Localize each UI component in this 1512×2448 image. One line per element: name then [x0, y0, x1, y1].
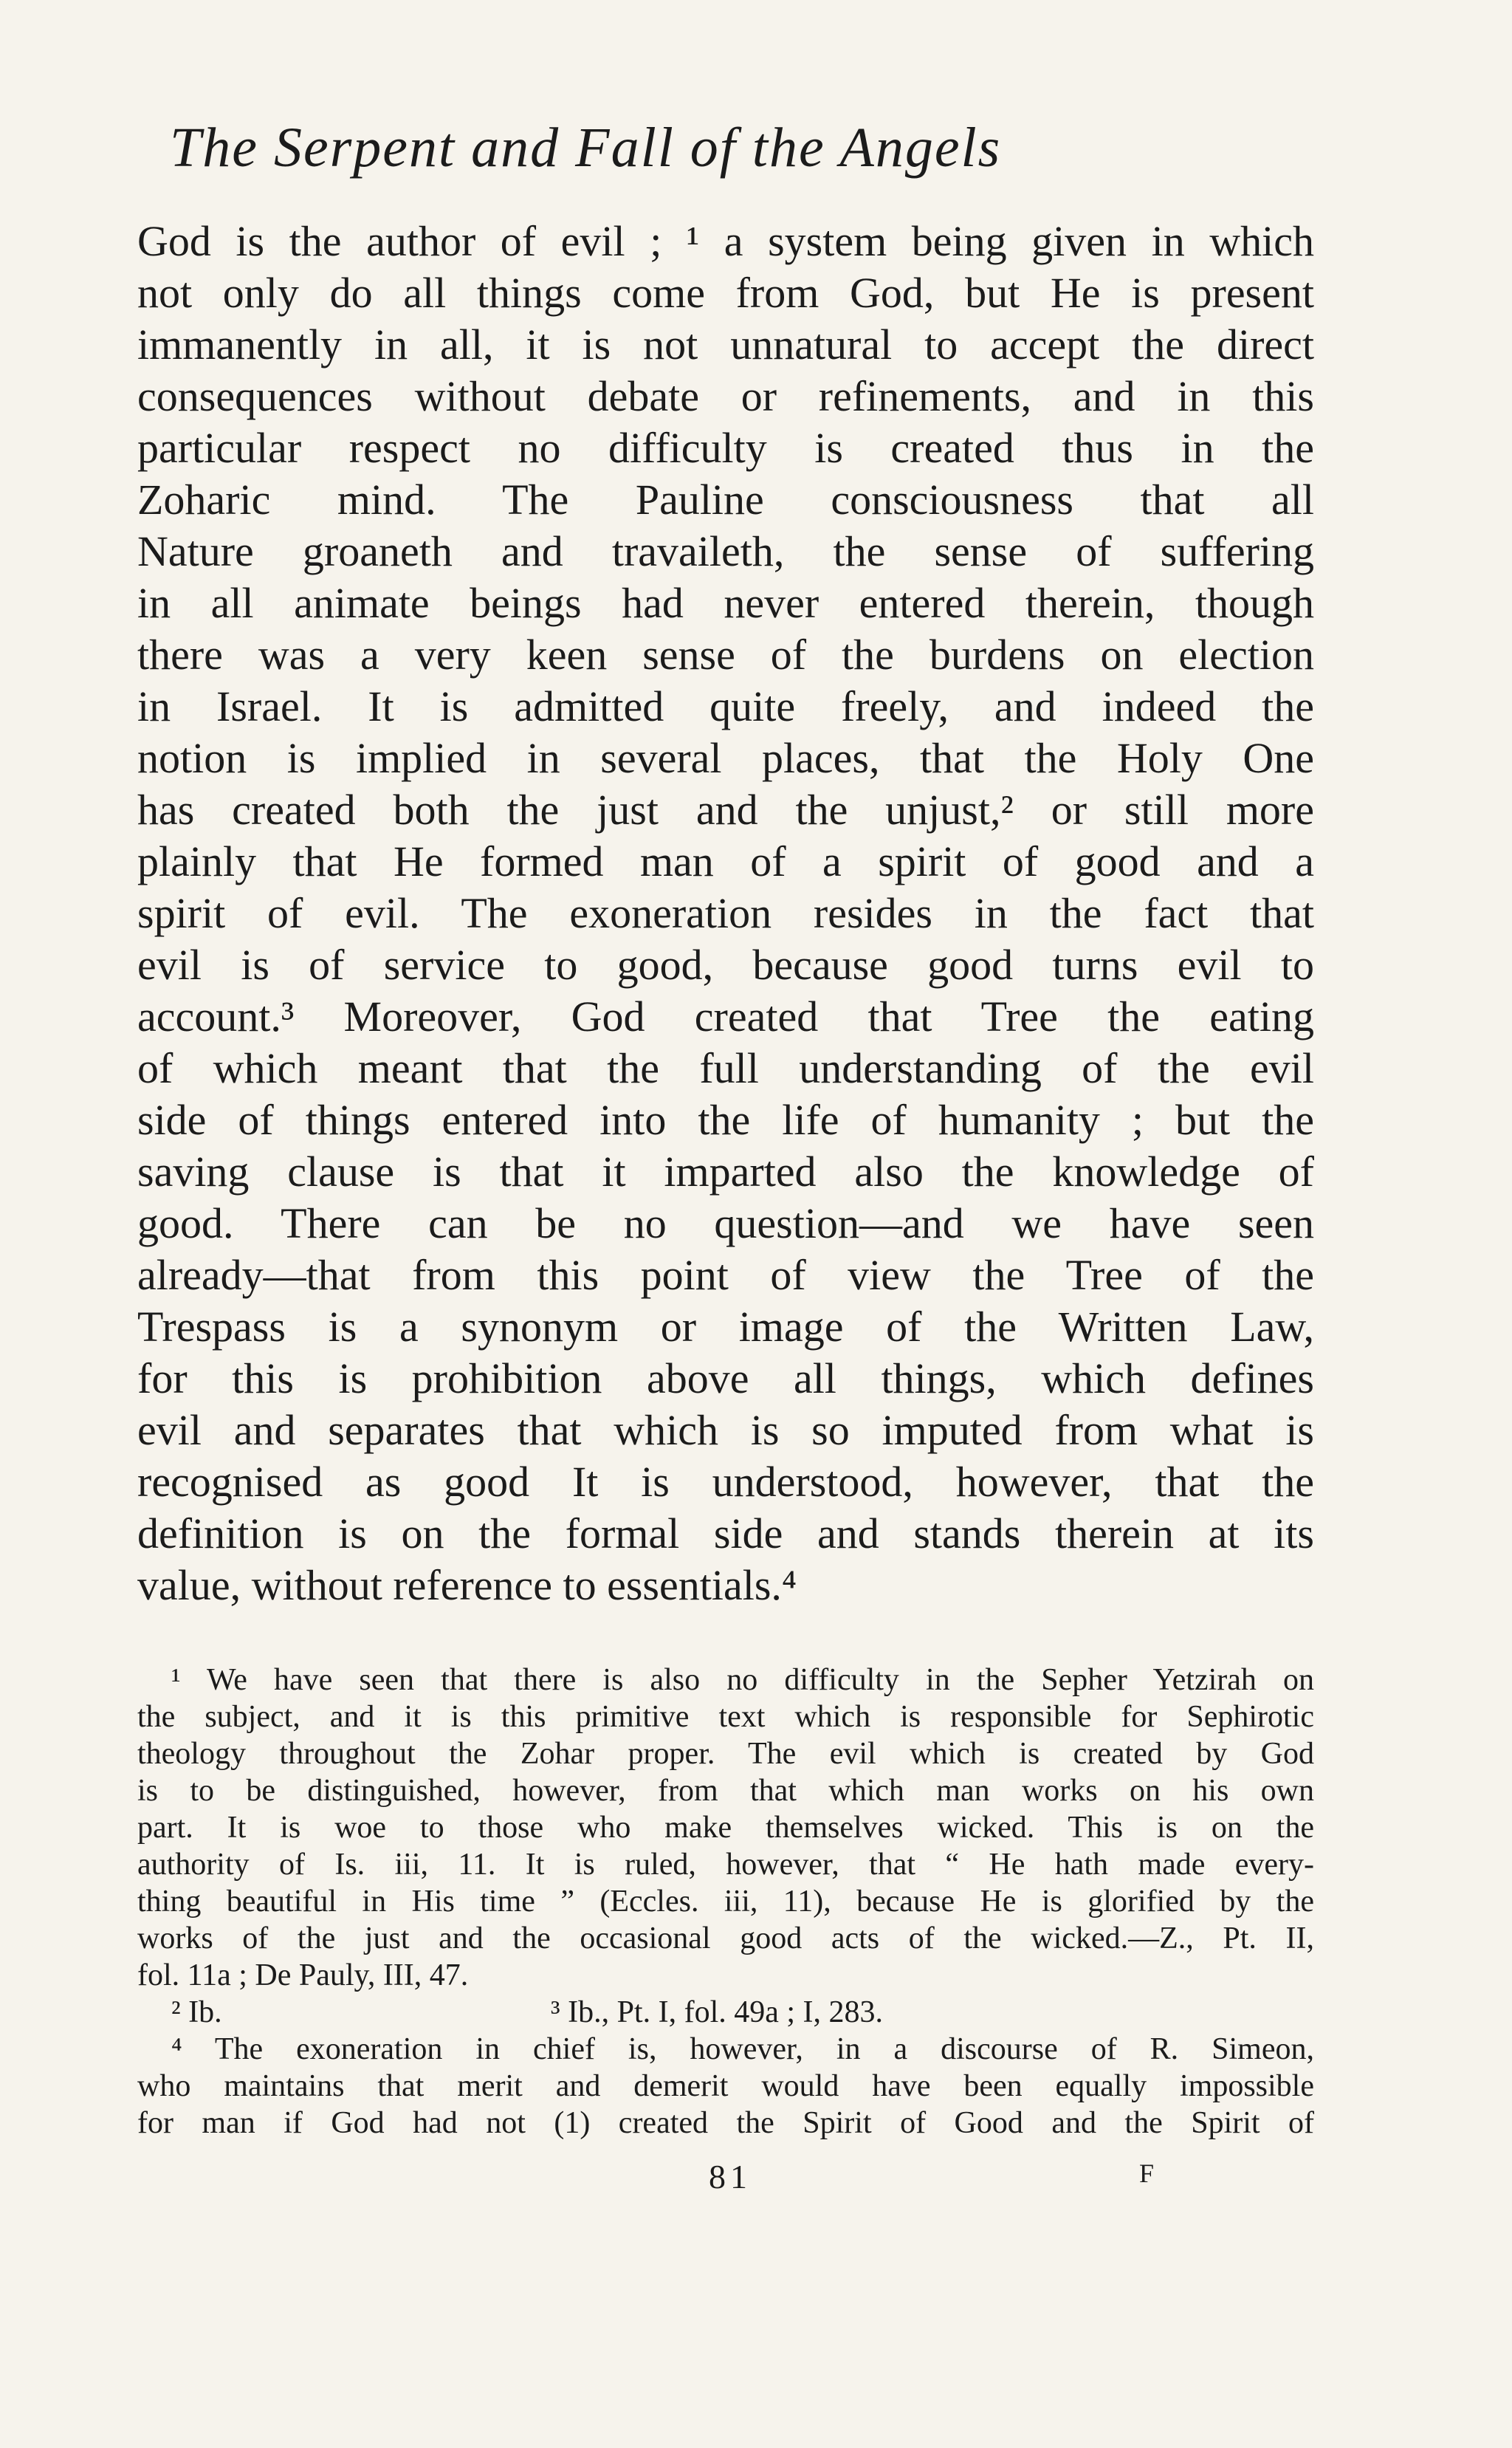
footnote-1-line: authority of Is. iii, 11. It is ruled, however, that “ He hath made every-	[137, 1848, 1314, 1882]
footnote-1-line: part. It is woe to those who make themselves wicked. This is on the	[137, 1811, 1314, 1845]
body-text	[137, 216, 1314, 1611]
body-line: immanently in all, it is not unnatural to accept the direct	[137, 320, 1314, 368]
footnote-4-line: who maintains that merit and demerit would have been equally impossible	[137, 2069, 1314, 2103]
body-line: has created both the just and the unjust,² or still more	[137, 786, 1314, 834]
body-line: definition is on the formal side and stands therein at its	[137, 1509, 1314, 1557]
body-line: in all animate beings had never entered therein, though	[137, 579, 1314, 627]
footnote-4-line: for man if God had not (1) created the Spirit of Good and the Spirit of	[137, 2106, 1314, 2140]
body-line: Zoharic mind. The Pauline consciousness that all	[137, 476, 1314, 524]
body-line: God is the author of evil ; ¹ a system being given in which	[137, 217, 1314, 265]
body-line: account.³ Moreover, God created that Tree the eating	[137, 992, 1314, 1040]
body-line: of which meant that the full understanding of the evil	[137, 1044, 1314, 1092]
footnote-1-line: thing beautiful in His time ” (Eccles. iii, 11), because He is glorified by the	[137, 1885, 1314, 1919]
page-number: 81	[709, 2158, 752, 2195]
body-line: particular respect no difficulty is created thus in the	[137, 424, 1314, 472]
body-line: evil and separates that which is so imputed from what is	[137, 1406, 1314, 1454]
body-line: there was a very keen sense of the burdens on election	[137, 631, 1314, 679]
footnote-1-line: fol. 11a ; De Pauly, III, 47.	[137, 1958, 469, 1992]
footnote-1-line: is to be distinguished, however, from that which man works on his own	[137, 1774, 1314, 1808]
body-line: side of things entered into the life of humanity ; but the	[137, 1096, 1314, 1144]
footnotes	[137, 1662, 1314, 2142]
body-line: in Israel. It is admitted quite freely, and indeed the	[137, 682, 1314, 730]
footnote-1-line: works of the just and the occasional good acts of the wicked.—Z., Pt. II,	[137, 1921, 1314, 1955]
footnote-2: ² Ib.	[171, 1995, 222, 2029]
body-line: notion is implied in several places, that the Holy One	[137, 734, 1314, 782]
running-head: The Serpent and Fall of the Angels	[170, 117, 1002, 179]
body-line: saving clause is that it imparted also the knowledge of	[137, 1148, 1314, 1196]
body-line: for this is prohibition above all things, which defines	[137, 1354, 1314, 1402]
footnote-refs-row	[137, 1994, 1314, 2031]
footnote-4-line: ⁴ The exoneration in chief is, however, in a discourse of R. Simeon,	[171, 2032, 1314, 2066]
body-line: not only do all things come from God, but He is present	[137, 269, 1314, 317]
body-line: evil is of service to good, because good turns evil to	[137, 941, 1314, 989]
body-line: plainly that He formed man of a spirit of good and a	[137, 837, 1314, 885]
body-line: spirit of evil. The exoneration resides in the fact that	[137, 889, 1314, 937]
body-line: consequences without debate or refinements, and in this	[137, 372, 1314, 420]
footnote-3: ³ Ib., Pt. I, fol. 49a ; I, 283.	[551, 1995, 884, 2029]
footnote-1-line: theology throughout the Zohar proper. The evil which is created by God	[137, 1737, 1314, 1771]
body-line: already—that from this point of view the Tree of the	[137, 1251, 1314, 1299]
body-line: good. There can be no question—and we have seen	[137, 1199, 1314, 1247]
footnote-1-line: ¹ We have seen that there is also no difficulty in the Sepher Yetzirah on	[171, 1663, 1314, 1697]
body-line: value, without reference to essentials.⁴	[137, 1561, 797, 1609]
signature-mark: F	[1139, 2159, 1155, 2188]
body-line: Trespass is a synonym or image of the Written Law,	[137, 1303, 1314, 1351]
footnote-1-line: the subject, and it is this primitive text which is responsible for Sephirotic	[137, 1700, 1314, 1734]
body-line: Nature groaneth and travaileth, the sense of suffering	[137, 527, 1314, 575]
body-line: recognised as good It is understood, however, that the	[137, 1458, 1314, 1506]
